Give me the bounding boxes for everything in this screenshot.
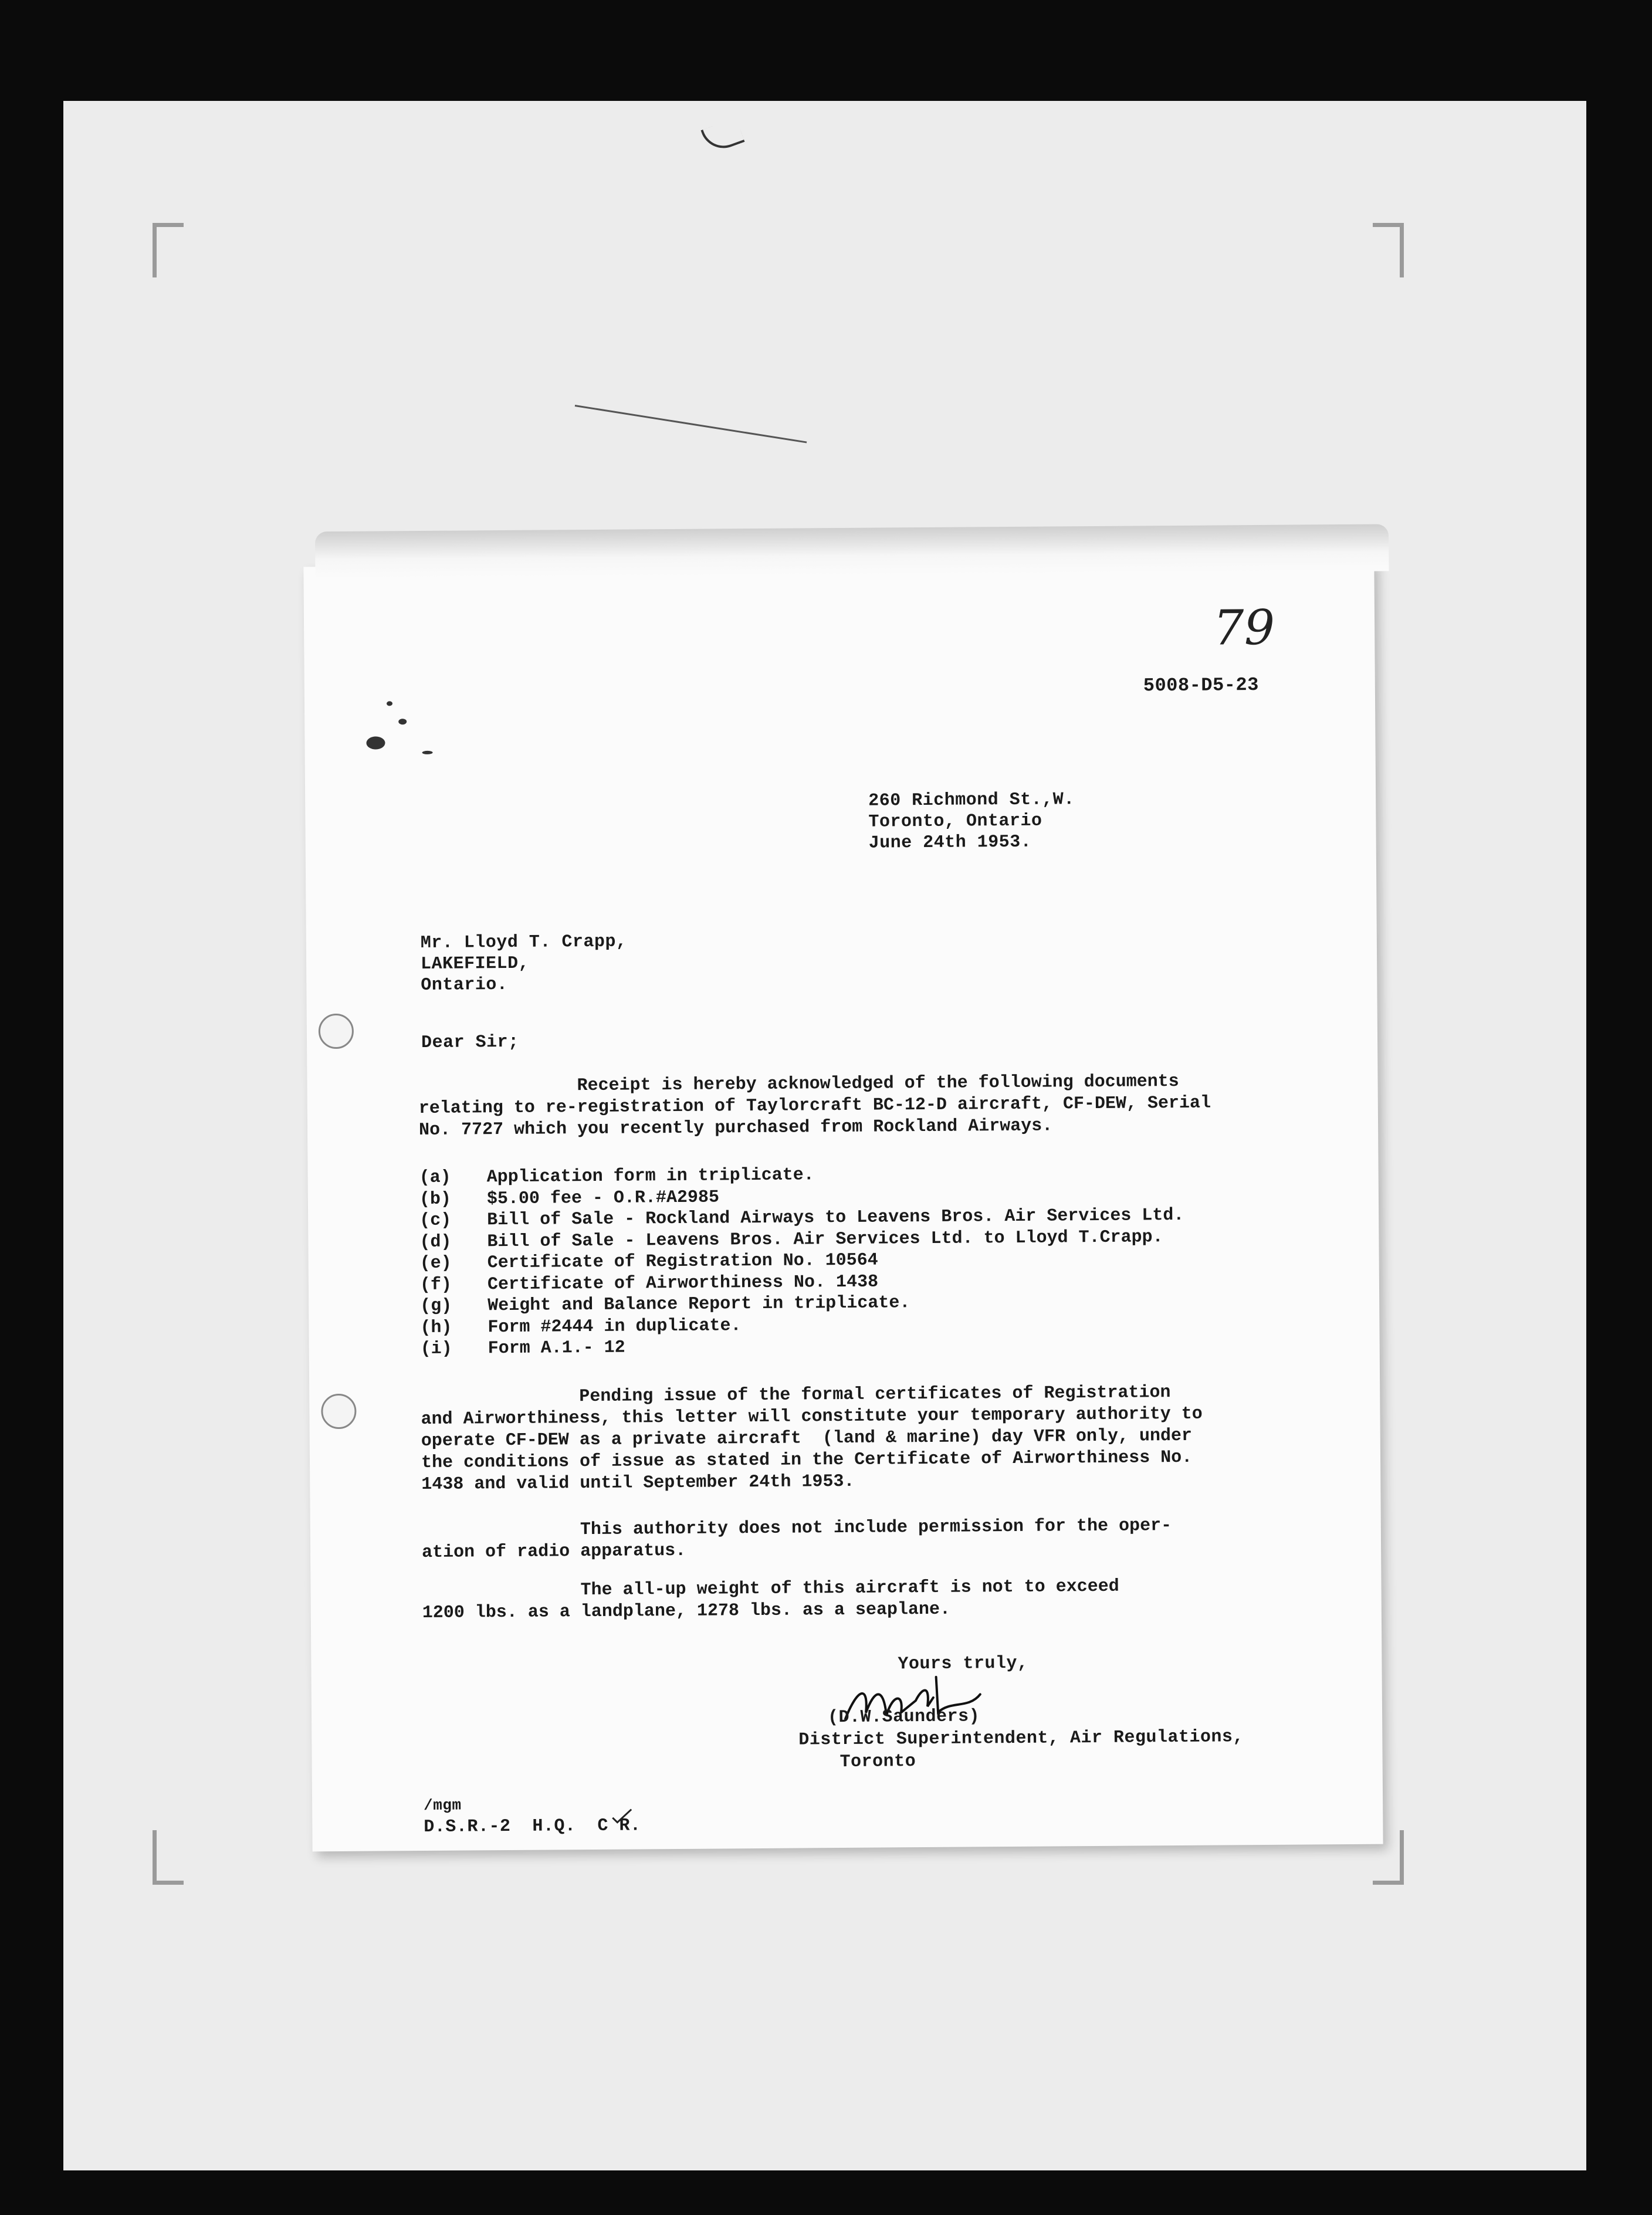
ink-blot: [387, 701, 392, 706]
body-paragraph: This authority does not include permission for the oper- ation of radio apparatus.: [421, 1516, 1172, 1563]
file-number: 5008-D5-23: [1143, 674, 1259, 697]
list-item-letter: (f): [419, 1275, 452, 1295]
list-item-text: Application form in triplicate.: [486, 1165, 814, 1188]
document-list: [419, 1162, 1185, 1360]
return-address: [868, 789, 1075, 854]
body-paragraph: The all-up weight of this aircraft is not to exceed 1200 lbs. as a landplane, 1278 lbs. as a seaplane.: [422, 1576, 1119, 1624]
body-paragraph: Pending issue of the formal certificates of Registration and Airworthiness, this letter will constitute your temporary authority to operate CF-DEW as a private aircraft (land & marine) day VFR only, under the conditions of issue as stated in the Certificate of Airworthiness No. 1438 and valid until September 24th 1953.: [421, 1383, 1203, 1495]
punch-hole-bottom: [321, 1394, 356, 1429]
list-item-text: Bill of Sale - Rockland Airways to Leavens Bros. Air Services Ltd.: [487, 1205, 1184, 1231]
ink-blot: [422, 751, 433, 754]
check-mark-icon: [610, 1807, 634, 1825]
body-paragraph: Receipt is hereby acknowledged of the following documents relating to re-registration of Taylorcraft BC-12-D aircraft, CF-DEW, Serial No. 7727 which you recently purchased from Rockland Airways.: [418, 1072, 1211, 1141]
list-item: [421, 1333, 1185, 1360]
list-item-letter: (g): [420, 1296, 452, 1317]
address-line: Toronto, Ontario: [868, 811, 1042, 832]
list-item-text: Form #2444 in duplicate.: [488, 1315, 742, 1337]
paper-fold: [315, 524, 1389, 578]
recipient-town: LAKEFIELD,: [420, 953, 530, 975]
list-item-text: Bill of Sale - Leavens Bros. Air Services Ltd. to Lloyd T.Crapp.: [487, 1227, 1163, 1252]
letter-page: [303, 560, 1383, 1852]
list-item-letter: (c): [419, 1210, 452, 1231]
recipient-province: Ontario.: [421, 974, 508, 996]
signatory-city: Toronto: [839, 1752, 916, 1773]
list-item-letter: (d): [419, 1232, 452, 1252]
ink-blot: [398, 719, 407, 724]
list-item-text: $5.00 fee - O.R.#A2985: [486, 1187, 720, 1209]
list-item-letter: (e): [419, 1253, 452, 1274]
list-item-text: Certificate of Registration No. 10564: [487, 1250, 878, 1274]
signatory-title: District Superintendent, Air Regulations,: [798, 1727, 1244, 1750]
salutation: Dear Sir;: [421, 1032, 519, 1054]
valediction: Yours truly,: [898, 1653, 1028, 1675]
distribution-list: D.S.R.-2 H.Q. C R.: [424, 1816, 641, 1838]
punch-hole-top: [319, 1014, 354, 1049]
ink-blot: [366, 736, 385, 749]
list-item-letter: (h): [420, 1318, 452, 1338]
signatory-name: (D.W.Saunders): [827, 1706, 980, 1728]
list-item-text: Weight and Balance Report in triplicate.: [488, 1293, 910, 1316]
crop-mark-top-left: [153, 223, 184, 277]
list-item-letter: (a): [419, 1167, 451, 1188]
folio-number: 79: [1213, 600, 1275, 656]
list-item-text: Certificate of Airworthiness No. 1438: [487, 1272, 879, 1295]
crop-mark-top-right: [1373, 223, 1404, 277]
typist-initials: /mgm: [424, 1796, 462, 1815]
address-line: 260 Richmond St.,W.: [868, 790, 1075, 811]
crop-mark-bottom-left: [153, 1830, 184, 1885]
list-item-letter: (b): [419, 1189, 452, 1210]
list-item-text: Form A.1.- 12: [488, 1337, 625, 1359]
letter-date: June 24th 1953.: [868, 832, 1032, 854]
list-item-letter: (i): [420, 1339, 452, 1360]
recipient-address: [421, 932, 627, 996]
recipient-name: Mr. Lloyd T. Crapp,: [420, 932, 627, 954]
